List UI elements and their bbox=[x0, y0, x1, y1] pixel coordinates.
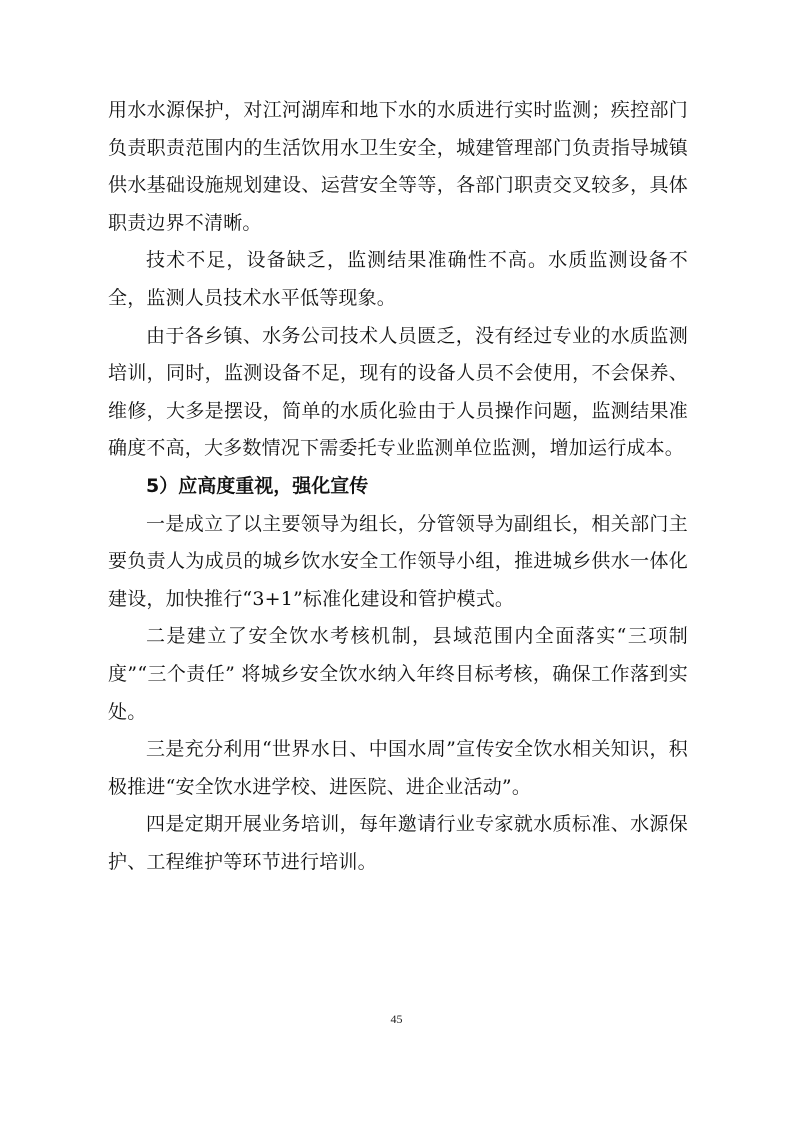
document-body bbox=[108, 92, 688, 881]
page-number: 45 bbox=[390, 1012, 403, 1026]
paragraph-staff-shortage: 由于各乡镇、水务公司技术人员匮乏，没有经过专业的水质监测培训，同时，监测设备不足，现有的设备人员不会使用，不会保养、维修，大多是摆设，简单的水质化验由于人员操作问题，监测结果准确度不高，大多数情况下需委托专业监测单位监测，增加运行成本。 bbox=[108, 324, 688, 460]
paragraph-point-two: 二是建立了安全饮水考核机制，县域范围内全面落实“三项制度”“三个责任” 将城乡安全饮水纳入年终目标考核，确保工作落到实处。 bbox=[108, 625, 688, 723]
paragraph-technical-shortage: 技术不足，设备缺乏，监测结果准确性不高。水质监测设备不全，监测人员技术水平低等现象。 bbox=[108, 249, 688, 309]
paragraph-continuation: 用水水源保护，对江河湖库和地下水的水质进行实时监测；疾控部门负责职责范围内的生活饮用水卫生安全，城建管理部门负责指导城镇供水基础设施规划建设、运营安全等等，各部门职责交叉较多，具体职责边界不清晰。 bbox=[108, 99, 688, 234]
section-heading: 5）应高度重视，强化宣传 bbox=[146, 474, 369, 497]
paragraph-point-four: 四是定期开展业务培训，每年邀请行业专家就水质标准、水源保护、工程维护等环节进行培训。 bbox=[108, 813, 688, 873]
paragraph-point-three: 三是充分利用“世界水日、中国水周”宣传安全饮水相关知识，积极推进“安全饮水进学校、进医院、进企业活动”。 bbox=[108, 738, 688, 798]
paragraph-point-one: 一是成立了以主要领导为组长，分管领导为副组长，相关部门主要负责人为成员的城乡饮水安全工作领导小组，推进城乡供水一体化建设，加快推行“3+1”标准化建设和管护模式。 bbox=[108, 512, 688, 610]
